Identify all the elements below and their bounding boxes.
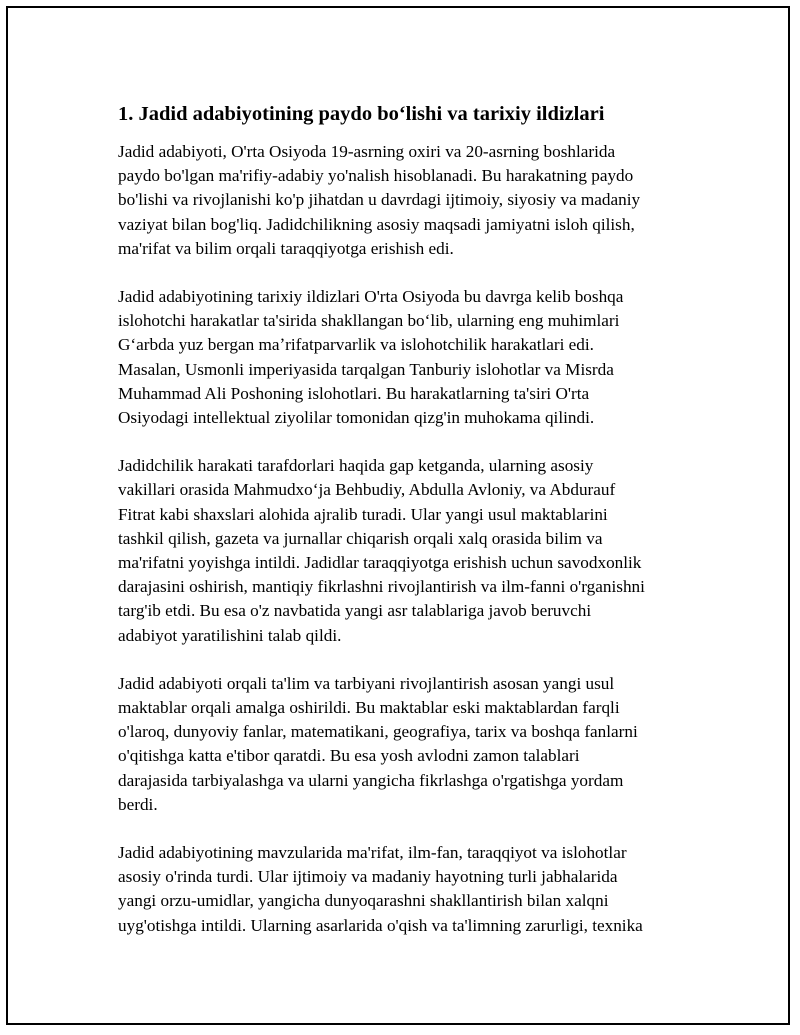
text-line: Muhammad Ali Poshoning islohotlari. Bu harakatlarning ta'siri O'rta [118,383,590,403]
text-line: tashkil qilish, gazeta va jurnallar chiqarish orqali xalq orasida bilim va [118,528,603,548]
paragraph-5 [118,841,698,938]
text-line: ma'rifatni yoyishga intildi. Jadidlar taraqqiyotga erishish uchun savodxonlik [118,553,642,573]
text-line: Jadid adabiyoti orqali ta'lim va tarbiyani rivojlantirish asosan yangi usul [118,673,615,693]
text-line: Jadid adabiyotining mavzularida ma'rifat, ilm-fan, taraqqiyot va islohotlar [118,843,627,863]
text-line: berdi. [118,794,158,814]
text-line: Jadid adabiyoti, O'rta Osiyoda 19-asrning oxiri va 20-asrning boshlarida [118,142,616,161]
text-line: bo'lishi va rivojlanishi ko'p jihatdan u davrdagi ijtimoiy, siyosiy va madaniy [118,190,641,210]
text-line: islohotchi harakatlar ta'sirida shakllangan boʻlib, ularning eng muhimlari [118,311,620,331]
text-line: Jadidchilik harakati tarafdorlari haqida gap ketganda, ularning asosiy [118,456,594,476]
text-line: Fitrat kabi shaxslari alohida ajralib turadi. Ular yangi usul maktablarini [118,504,608,524]
text-line: asosiy o'rinda turdi. Ular ijtimoiy va madaniy hayotning turli jabhalarida [118,867,618,887]
document-page [6,6,790,1025]
text-line: adabiyot yaratilishini talab qildi. [118,625,342,645]
document-body [118,100,698,962]
text-line: uyg'otishga intildi. Ularning asarlarida o'qish va ta'limning zarurligi, texnika [118,915,643,935]
text-line: vaziyat bilan bog'liq. Jadidchilikning asosiy maqsadi jamiyatni isloh qilish, [118,214,635,234]
text-line: vakillari orasida Mahmudxoʻja Behbudiy, Abdulla Avloniy, va Abdurauf [118,480,616,500]
text-line: o'laroq, dunyoviy fanlar, matematikani, geografiya, tarix va boshqa fanlarni [118,722,638,742]
text-line: Osiyodagi intellektual ziyolilar tomonidan qizg'in muhokama qilindi. [118,408,595,428]
paragraph-2 [118,285,698,430]
section-heading: 1. Jadid adabiyotining paydo boʻlishi va tarixiy ildizlari [118,103,605,125]
text-line: Gʻarbda yuz bergan maʼrifatparvarlik va islohotchilik harakatlari edi. [118,335,594,355]
text-line: darajasida tarbiyalashga va ularni yangicha fikrlashga o'rgatishga yordam [118,770,624,790]
text-line: yangi orzu-umidlar, yangicha dunyoqarashni shakllantirish bilan xalqni [118,891,609,911]
text-line: paydo bo'lgan ma'rifiy-adabiy yo'nalish hisoblanadi. Bu harakatning paydo [118,166,634,186]
text-line: targ'ib etdi. Bu esa o'z navbatida yangi asr talablariga javob beruvchi [118,601,592,621]
text-line: Masalan, Usmonli imperiyasida tarqalgan Tanburiy islohotlar va Misrda [118,359,614,379]
text-line: darajasini oshirish, mantiqiy fikrlashni rivojlantirish va ilm-fanni o'rganishni [118,577,645,597]
text-line: maktablar orqali amalga oshirildi. Bu maktablar eski maktablardan farqli [118,698,620,718]
text-line: ma'rifat va bilim orqali taraqqiyotga erishish edi. [118,238,454,258]
paragraph-1 [118,140,698,261]
text-line: o'qitishga katta e'tibor qaratdi. Bu esa yosh avlodni zamon talablari [118,746,580,766]
paragraph-4 [118,672,698,817]
paragraph-3 [118,454,698,648]
text-line: Jadid adabiyotining tarixiy ildizlari O'rta Osiyoda bu davrga kelib boshqa [118,287,624,307]
